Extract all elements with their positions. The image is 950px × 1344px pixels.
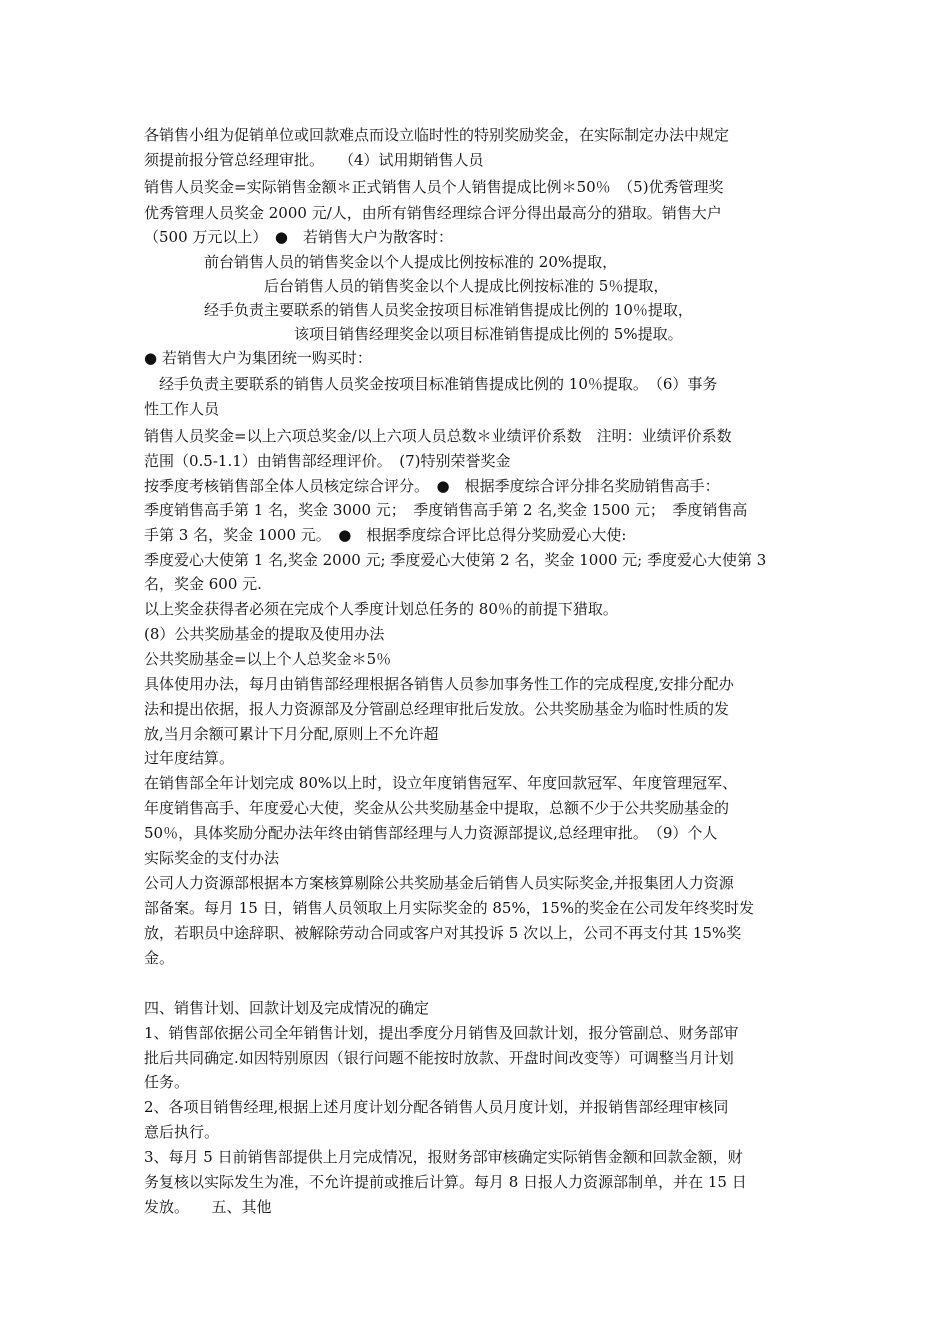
text-line: ● 若销售大户为集团统一购买时： [144,349,372,367]
text-line: 手第 3 名，奖金 1000 元。 ● 根据季度综合评比总得分奖励爱心大使: [144,526,627,544]
text-line: 销售人员奖金=实际销售金额＊正式销售人员个人销售提成比例＊50％ （5)优秀管理奖 [144,178,724,196]
text-line: 以上奖金获得者必须在完成个人季度计划总任务的 80％的前提下猎取。 [144,600,618,618]
text-line: 各销售小组为促销单位或回款难点而设立临时性的特别奖励奖金，在实际制定办法中规定 [144,126,730,144]
text-line: 过年度结算。 [144,749,235,767]
text-line: （500 万元以上） ● 若销售大户为散客时： [144,228,453,246]
text-line: 公司人力资源部根据本方案核算剔除公共奖励基金后销售人员实际奖金,并报集团人力资源 [144,874,734,892]
text-line: 1、销售部依据公司全年销售计划，提出季度分月销售及回款计划，报分管副总、财务部审 [144,1024,739,1042]
text-line: 须提前报分管总经理审批。 （4）试用期销售人员 [144,151,484,169]
text-line: 2、各项目销售经理,根据上述月度计划分配各销售人员月度计划，并报销售部经理审核同 [144,1098,729,1116]
text-line: 部备案。每月 15 日，销售人员领取上月实际奖金的 85%，15%的奖金在公司发年终奖时发 [144,899,755,917]
text-line: 名，奖金 600 元. [144,575,262,593]
text-line: 发放。 五、其他 [144,1198,272,1216]
section-heading: 四、销售计划、回款计划及完成情况的确定 [144,999,430,1017]
text-line: 意后执行。 [144,1123,220,1141]
text-line: 前台销售人员的销售奖金以个人提成比例按标准的 20%提取， [144,253,618,271]
text-line: 性工作人员 [144,400,220,418]
text-line: 该项目销售经理奖金以项目标准销售提成比例的 5%提取。 [144,325,683,343]
text-line: 放,当月余额可累计下月分配,原则上不允许超 [144,725,439,743]
text-line: 任务。 [144,1073,190,1091]
text-line: 季度爱心大使第 1 名,奖金 2000 元; 季度爱心大使第 2 名，奖金 1000 元; 季度爱心大使第 3 [144,551,767,569]
text-line: 公共奖励基金=以上个人总奖金＊5％ [144,650,392,668]
text-line: 销售人员奖金=以上六项总奖金/以上六项人员总数＊业绩评价系数 注明：业绩评价系数 [144,427,732,445]
text-line: 经手负责主要联系的销售人员奖金按项目标准销售提成比例的 10％提取。 （6）事务 [144,375,718,393]
text-line: 季度销售高手第 1 名，奖金 3000 元； 季度销售高手第 2 名,奖金 1500 元； 季度销售高 [144,501,748,519]
text-line: 范围（0.5-1.1）由销售部经理评价。 (7)特别荣誉奖金 [144,452,511,470]
text-line: 在销售部全年计划完成 80%以上时，设立年度销售冠军、年度回款冠军、年度管理冠军、 [144,774,738,792]
text-line: 批后共同确定.如因特别原因（银行问题不能按时放款、开盘时间改变等）可调整当月计划 [144,1049,734,1067]
text-line: 务复核以实际发生为准，不允许提前或推后计算。每月 8 日报人力资源部制单，并在 15 日 [144,1173,747,1191]
text-line: 按季度考核销售部全体人员核定综合评分。 ● 根据季度综合评分排名奖励销售高手： [144,477,720,495]
text-line: 优秀管理人员奖金 2000 元/人，由所有销售经理综合评分得出最高分的猎取。销售大户 [144,204,722,222]
text-line: 金。 [144,949,175,967]
text-line: 经手负责主要联系的销售人员奖金按项目标准销售提成比例的 10％提取， [144,301,693,319]
text-line: 50％，具体奖励分配办法年终由销售部经理与人力资源部提议,总经理审批。 （9）个人 [144,824,718,842]
text-line: 实际奖金的支付办法 [144,849,280,867]
text-line: 后台销售人员的销售奖金以个人提成比例按标准的 5％提取， [144,277,669,295]
text-line: 具体使用办法，每月由销售部经理根据各销售人员参加事务性工作的完成程度,安排分配办 [144,675,734,693]
text-line: 3、每月 5 日前销售部提供上月完成情况，报财务部审核确定实际销售金额和回款金额，财 [144,1148,743,1166]
text-line: 年度销售高手、年度爱心大使，奖金从公共奖励基金中提取，总额不少于公共奖励基金的 [144,799,730,817]
text-line: (8）公共奖励基金的提取及使用办法 [144,625,385,643]
text-line: 放，若职员中途辞职、被解除劳动合同或客户对其投诉 5 次以上，公司不再支付其 15%奖 [144,924,742,942]
text-line: 法和提出依据，报人力资源部及分管副总经理审批后发放。公共奖励基金为临时性质的发 [144,700,730,718]
